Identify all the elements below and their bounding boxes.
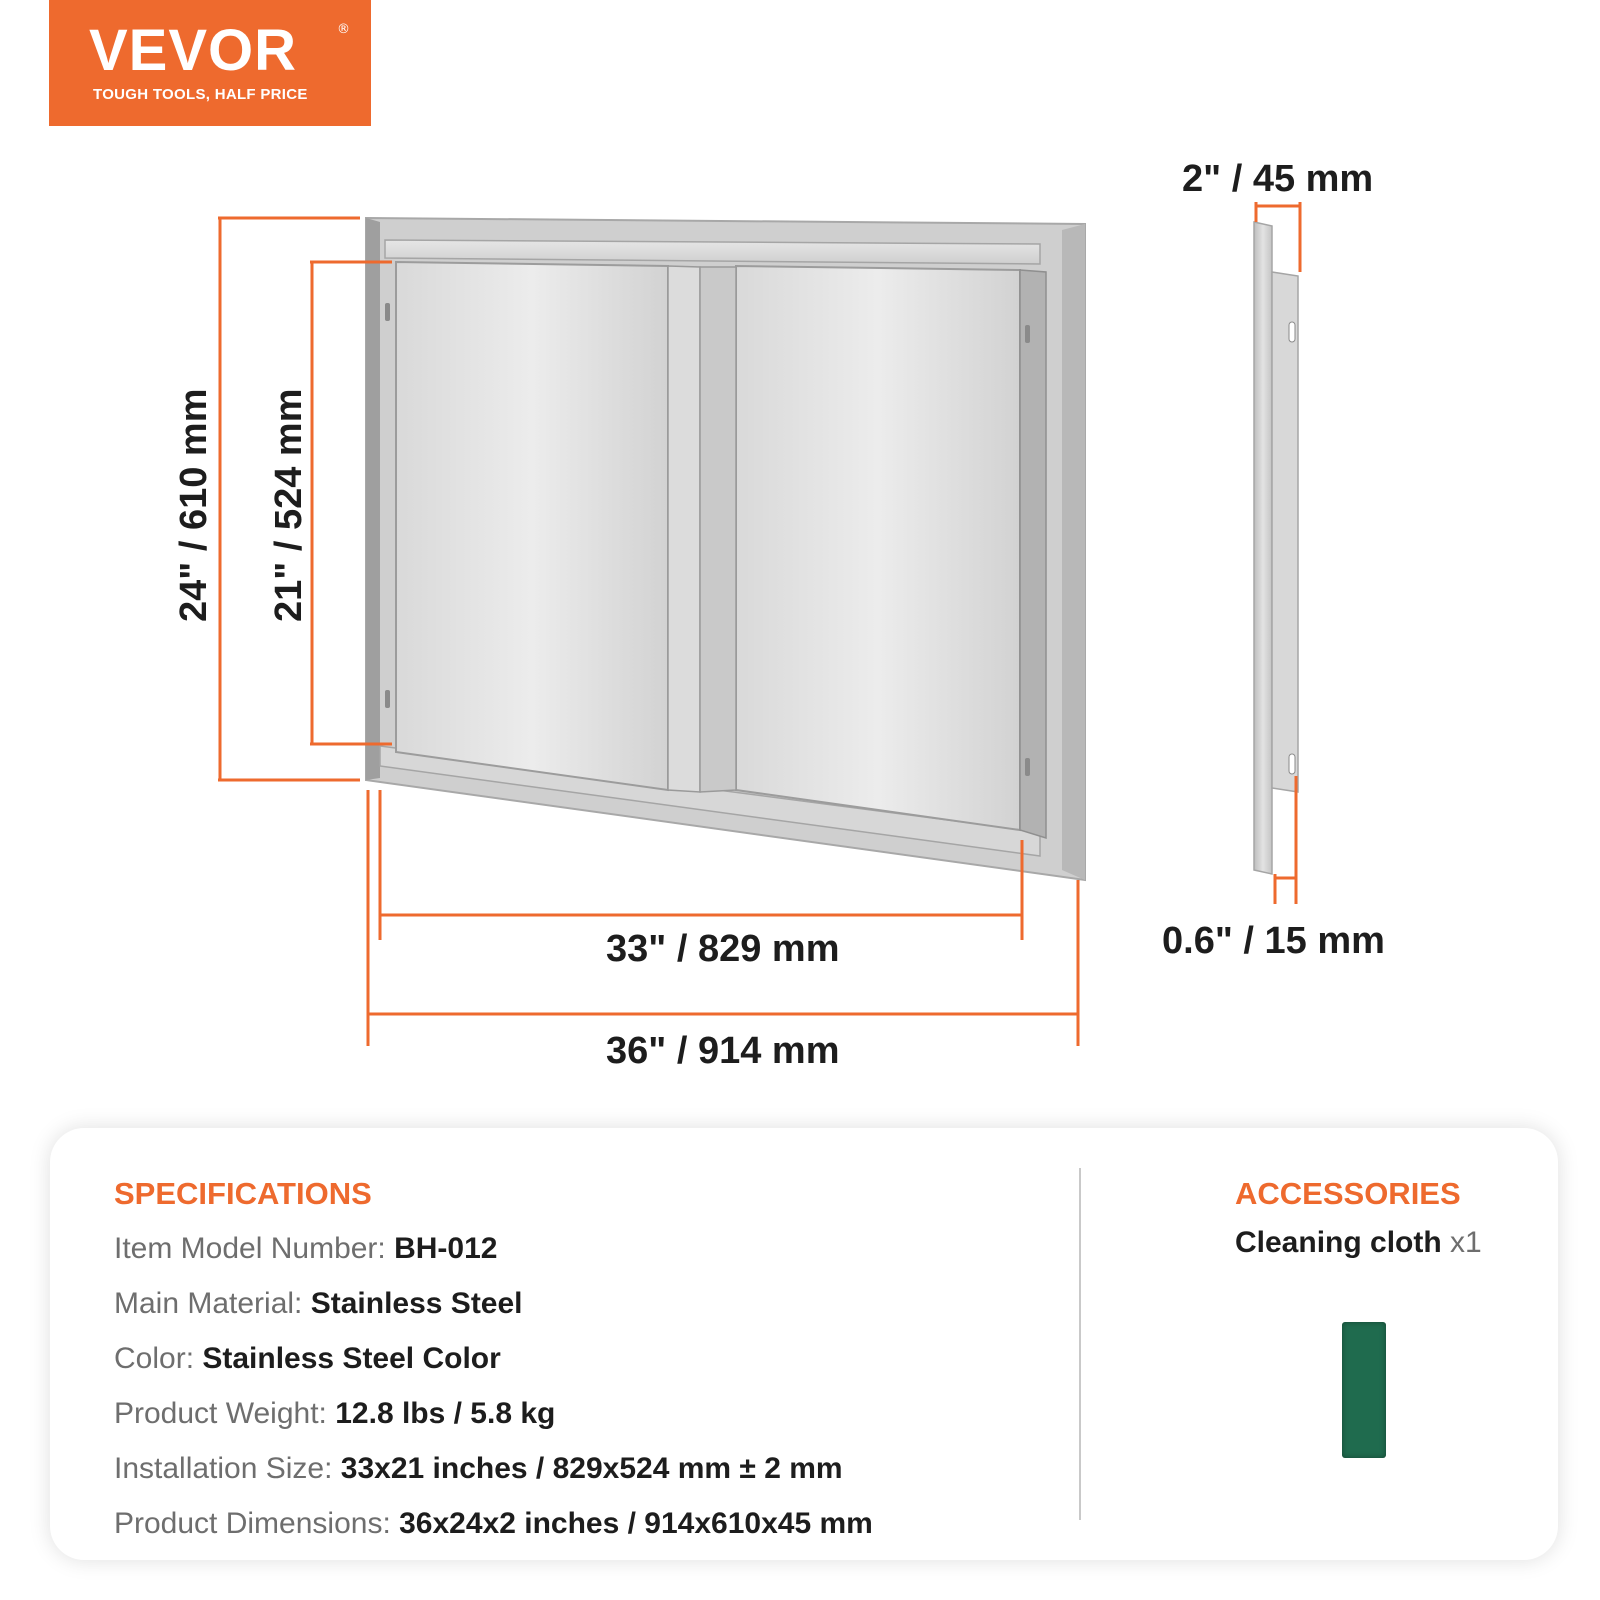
left-door-panel [396, 262, 668, 790]
spec-value: Stainless Steel [310, 1287, 523, 1320]
spec-label: Installation Size: [114, 1452, 341, 1485]
spec-row [114, 1509, 873, 1539]
specifications-card [50, 1128, 1558, 1560]
door-handles [668, 266, 736, 792]
inner-height-label: 21" / 524 mm [268, 388, 310, 622]
spec-value: 33x21 inches / 829x524 mm ± 2 mm [340, 1452, 843, 1485]
spec-row [114, 1289, 523, 1319]
spec-row [114, 1344, 501, 1374]
accessory-quantity: x1 [1450, 1226, 1482, 1259]
spec-value: Stainless Steel Color [202, 1342, 501, 1375]
inner-width-label: 33" / 829 mm [606, 928, 840, 970]
side-profile [1254, 222, 1298, 874]
cleaning-cloth-icon [1342, 1322, 1386, 1458]
accessory-name: Cleaning cloth [1235, 1226, 1451, 1259]
registered-mark: ® [337, 22, 350, 37]
brand-name: VEVOR [89, 18, 298, 83]
depth-label: 2" / 45 mm [1182, 158, 1374, 200]
spec-row [114, 1234, 497, 1264]
outer-width-label: 36" / 914 mm [606, 1030, 840, 1072]
spec-label: Product Dimensions: [114, 1507, 400, 1540]
spec-label: Product Weight: [114, 1397, 336, 1430]
spec-value: 12.8 lbs / 5.8 kg [335, 1397, 556, 1430]
spec-value: 36x24x2 inches / 914x610x45 mm [399, 1507, 873, 1540]
brand-tagline: TOUGH TOOLS, HALF PRICE [93, 86, 308, 103]
spec-label: Color: [114, 1342, 203, 1375]
spec-label: Item Model Number: [114, 1232, 395, 1265]
spec-value: BH-012 [394, 1232, 498, 1265]
accessories-title: ACCESSORIES [1235, 1176, 1461, 1211]
specifications-title: SPECIFICATIONS [114, 1176, 372, 1211]
spec-label: Main Material: [114, 1287, 311, 1320]
right-door-panel [736, 266, 1020, 830]
accessory-item [1235, 1228, 1482, 1258]
flange-label: 0.6" / 15 mm [1162, 920, 1385, 962]
section-divider [1079, 1168, 1081, 1520]
outer-height-label: 24" / 610 mm [173, 388, 215, 622]
spec-row [114, 1399, 555, 1429]
spec-row [114, 1454, 843, 1484]
